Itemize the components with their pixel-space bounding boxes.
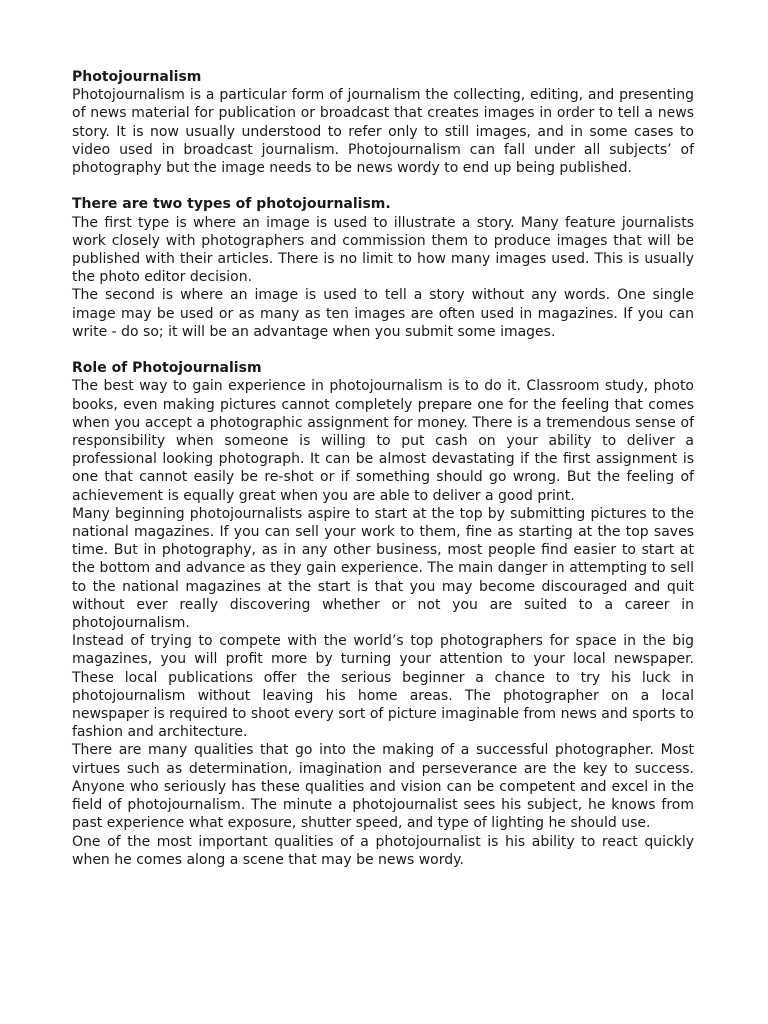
section-heading: Role of Photojournalism [72, 360, 262, 377]
paragraph: The second is where an image is used to tell a story without any words. One single image may be used or as many as ten images are often used in magazines. If you can write - do so; it will be an advantage when you submit some images. [72, 287, 694, 340]
document-page [72, 68, 694, 869]
section-photojournalism [72, 68, 694, 177]
paragraph: One of the most important qualities of a photojournalist is his ability to react quickly when he comes along a scene that may be news wordy. [72, 833, 694, 868]
section-heading: There are two types of photojournalism. [72, 196, 391, 213]
paragraph: Many beginning photojournalists aspire to start at the top by submitting pictures to the national magazines. If you can sell your work to them, fine as starting at the top saves time. But in photography, as in any other business, most people find easier to start at the bottom and advance as they gain experience. The main danger in attempting to sell to the national magazines at the start is that you may become discouraged and quit without ever really discovering whether or not you are suited to a career in photojournalism. [72, 505, 694, 632]
section-role [72, 359, 694, 869]
paragraph: Photojournalism is a particular form of journalism the collecting, editing, and presenting of news material for publication or broadcast that creates images in order to tell a news story. It is now usually understood to refer only to still images, and in some cases to video used in broadcast journalism. Photojournalism can fall under all subjects’ of photography but the image needs to be news wordy to end up being published. [72, 87, 694, 177]
paragraph: The best way to gain experience in photojournalism is to do it. Classroom study, photo books, even making pictures cannot completely prepare one for the feeling that comes when you accept a photographic assignment for money. There is a tremendous sense of responsibility when someone is willing to put cash on your ability to deliver a professional looking photograph. It can be almost devastating if the first assignment is one that cannot easily be re-shot or if something should go wrong. But the feeling of achievement is equally great when you are able to deliver a good print. [72, 378, 694, 504]
paragraph: The first type is where an image is used to illustrate a story. Many feature journalists work closely with photographers and commission them to produce images that will be published with their articles. There is no limit to how many images used. This is usually the photo editor decision. [72, 214, 694, 286]
paragraph: There are many qualities that go into the making of a successful photographer. Most virtues such as determination, imagination and perseverance are the key to success. Anyone who seriously has these qualities and vision can be competent and excel in the field of photojournalism. The minute a photojournalist sees his subject, he knows from past experience what exposure, shutter speed, and type of lighting he should use. [72, 742, 694, 832]
section-heading: Photojournalism [72, 69, 202, 85]
section-spacer [72, 341, 694, 359]
section-spacer [72, 177, 694, 195]
section-two-types [72, 195, 694, 341]
paragraph: Instead of trying to compete with the world’s top photographers for space in the big magazines, you will profit more by turning your attention to your local newspaper. These local publications offer the serious beginner a chance to try his luck in photojournalism without leaving his home areas. The photographer on a local newspaper is required to shoot every sort of picture imaginable from news and sports to fashion and architecture. [72, 633, 694, 741]
